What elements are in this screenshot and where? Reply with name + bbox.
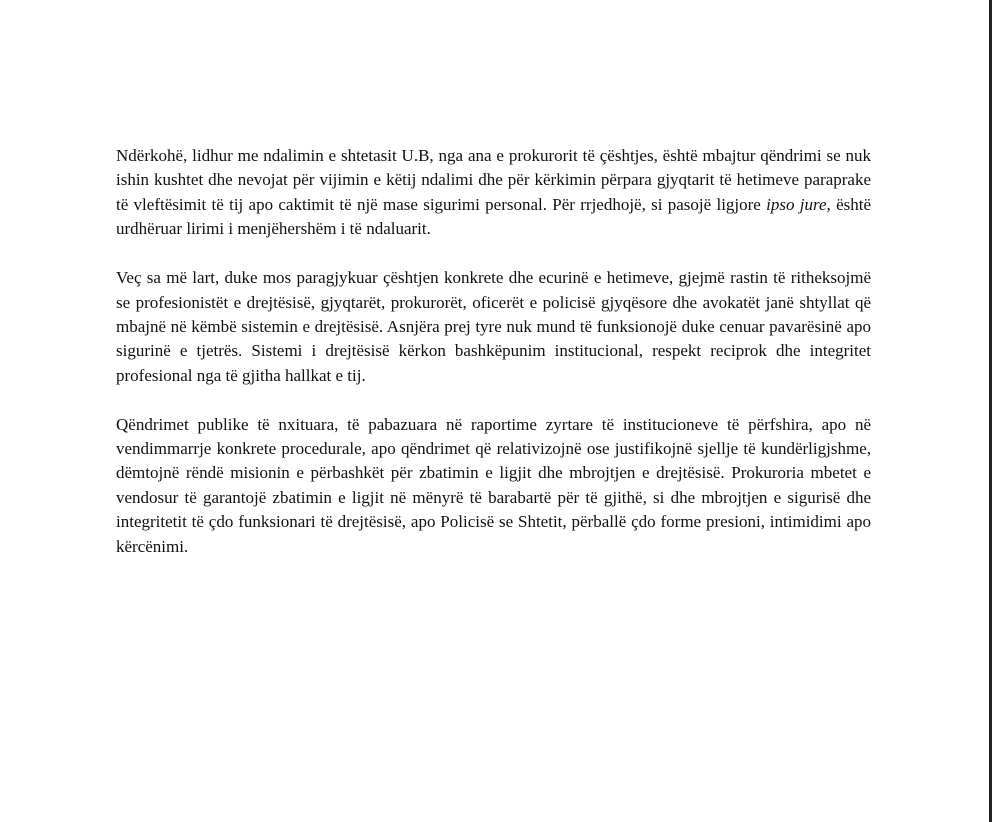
- paragraph-3: Qëndrimet publike të nxituara, të pabazuara në raportime zyrtare të institucioneve të përfshira, apo në vendimmarrje konkrete procedurale, apo qëndrimet që relativizojnë ose justifikojnë sjellje të kundërligjshme, dëmtojnë rëndë misionin e përbashkët për zbatimin e ligjit dhe mbrojtjen e drejtësisë. Prokuroria mbetet e vendosur të garantojë zbatimin e ligjit në mënyrë të barabartë për të gjithë, si dhe mbrojtjen e sigurisë dhe integritetit të çdo funksionari të drejtësisë, apo Policisë se Shtetit, përballë çdo forme presioni, intimidimi apo kërcënimi.: [116, 414, 871, 556]
- paragraph-1: [116, 144, 871, 242]
- italic-phrase: ipso jure: [766, 194, 827, 214]
- paragraph-1-text-end: , është urdhëruar lirimi i menjëhershëm i të ndaluarit.: [116, 194, 871, 239]
- paragraph-2: Veç sa më lart, duke mos paragjykuar çështjen konkrete dhe ecurinë e hetimeve, gjejmë rastin të ritheksojmë se profesionistët e drejtësisë, gjyqtarët, prokurorët, oficerët e policisë gjyqësore dhe avokatët janë shtyllat që mbajnë në këmbë sistemin e drejtësisë. Asnjëra prej tyre nuk mund të funksionojë duke cenuar pavarësinë apo sigurinë e tjetrës. Sistemi i drejtësisë kërkon bashkëpunim institucional, respekt reciprok dhe integritet profesional nga të gjitha hallkat e tij.: [116, 268, 871, 385]
- paragraph-1-text: Ndërkohë, lidhur me ndalimin e shtetasit U.B, nga ana e prokurorit të çështjes, është mbajtur qëndrimi se nuk ishin kushtet dhe nevojat për vijimin e këtij ndalimi dhe për kërkimin përpara gjyqtarit të hetimeve paraprake të vleftësimit të tij apo caktimit të një mase sigurimi personal. Për rrjedhojë, si pasojë ligjore: [116, 146, 871, 214]
- document-body: [116, 144, 871, 584]
